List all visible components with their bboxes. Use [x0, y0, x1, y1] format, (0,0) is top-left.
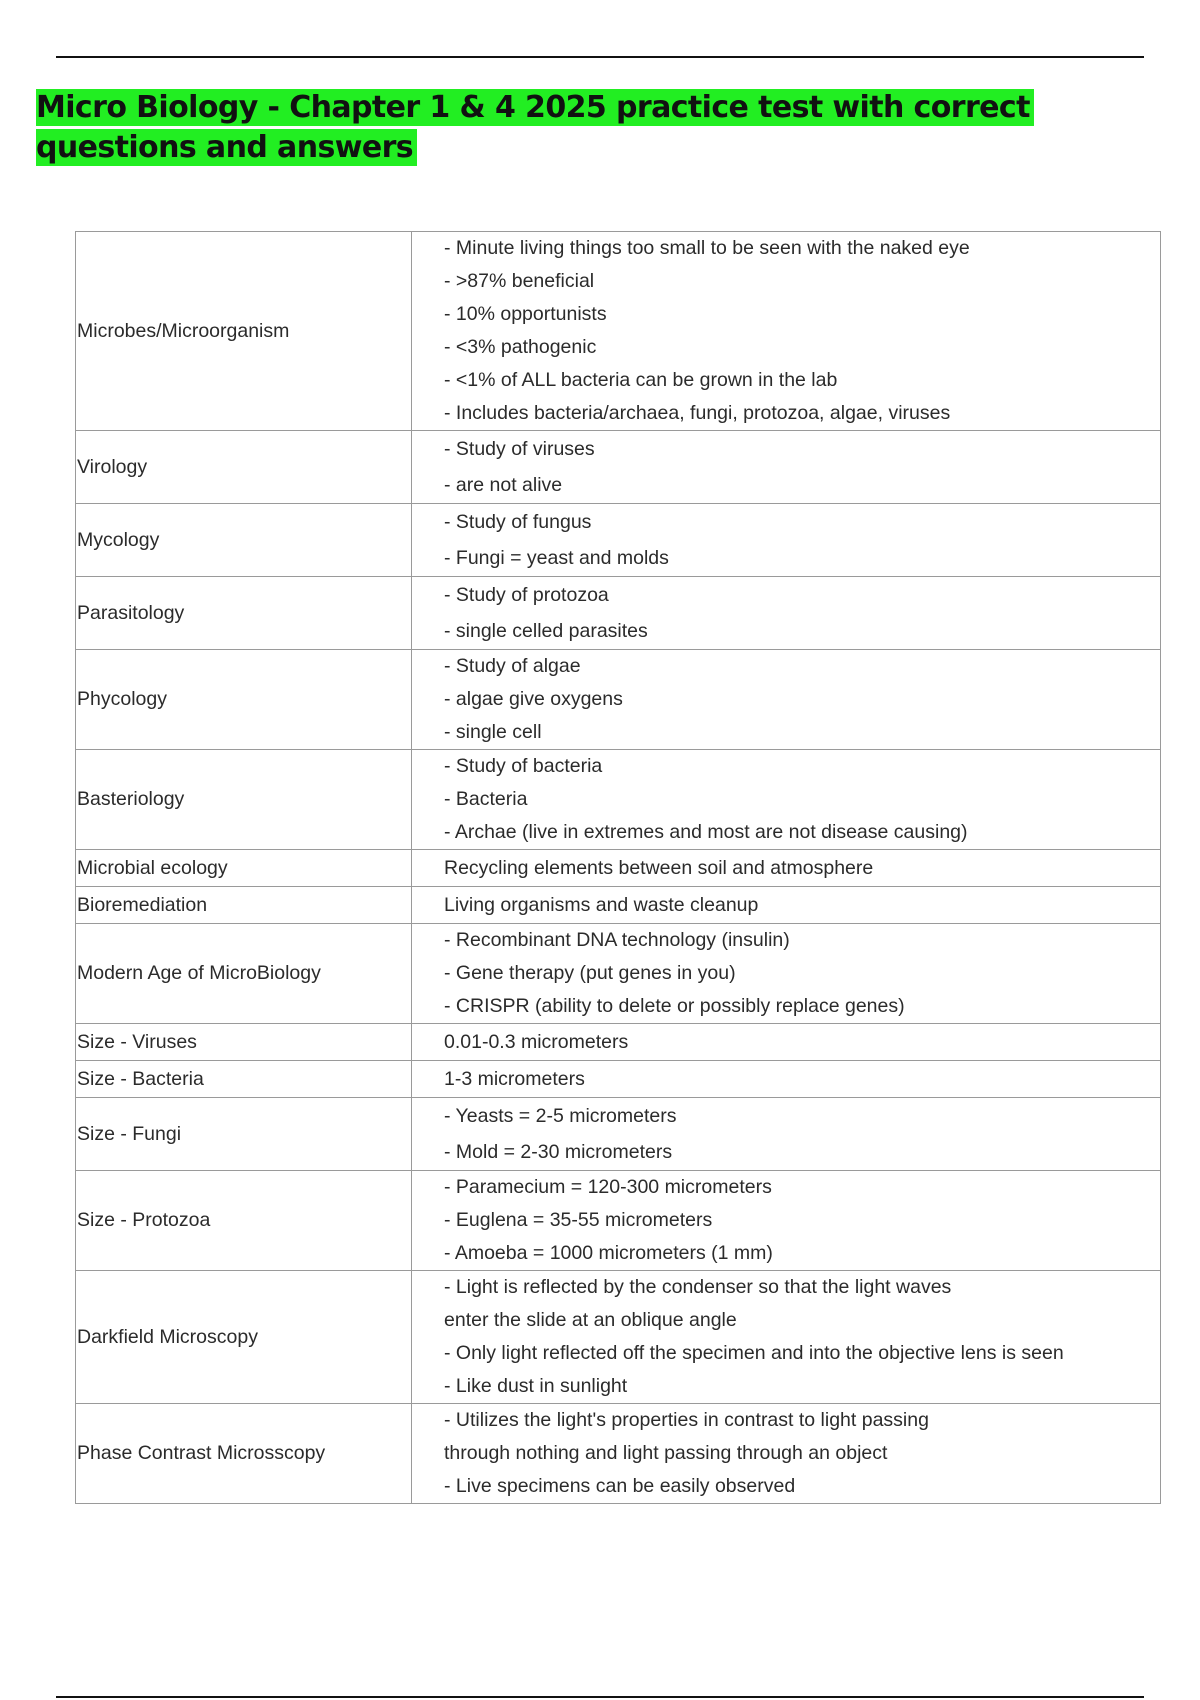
definition-line: - are not alive — [444, 474, 563, 496]
title-block — [36, 88, 1176, 168]
table-row — [76, 887, 1161, 924]
definition-line: - Yeasts = 2-5 micrometers — [444, 1105, 677, 1127]
term-cell — [76, 750, 412, 850]
term-text: Mycology — [77, 528, 160, 551]
table-row — [76, 750, 1161, 850]
definition-line: - Bacteria — [444, 788, 528, 810]
term-text: Size - Bacteria — [77, 1067, 204, 1090]
table-row — [76, 1404, 1161, 1504]
definition-line: - Light is reflected by the condenser so that the light waves — [444, 1276, 952, 1298]
definition-line: - Fungi = yeast and molds — [444, 547, 669, 569]
definition-cell — [412, 650, 1161, 750]
term-text: Microbes/Microorganism — [77, 319, 290, 342]
term-cell — [76, 1171, 412, 1271]
definition-line: - Live specimens can be easily observed — [444, 1475, 796, 1497]
term-cell — [76, 1024, 412, 1061]
document-title — [36, 88, 1176, 168]
table-row — [76, 850, 1161, 887]
definition-cell — [412, 750, 1161, 850]
term-text: Phycology — [77, 688, 167, 710]
term-text: Virology — [77, 455, 148, 478]
definition-line: - algae give oxygens — [444, 688, 623, 710]
definition-line: - Paramecium = 120-300 micrometers — [444, 1176, 772, 1198]
term-cell — [76, 504, 412, 577]
term-cell — [76, 232, 412, 431]
term-cell — [76, 850, 412, 887]
term-cell — [76, 1271, 412, 1404]
table-row — [76, 232, 1161, 431]
definition-line: - <1% of ALL bacteria can be grown in the lab — [444, 369, 838, 391]
term-text: Darkfield Microscopy — [77, 1325, 258, 1348]
definition-line: - Like dust in sunlight — [444, 1375, 628, 1397]
definition-line: Living organisms and waste cleanup — [444, 894, 759, 916]
definition-line: - Study of algae — [444, 655, 581, 677]
definition-line: - Study of bacteria — [444, 755, 603, 777]
definition-cell — [412, 1098, 1161, 1171]
term-cell — [76, 887, 412, 924]
table-row — [76, 1061, 1161, 1098]
definition-line: enter the slide at an oblique angle — [444, 1309, 737, 1331]
top-rule — [56, 56, 1144, 58]
definition-cell — [412, 887, 1161, 924]
term-cell — [76, 1098, 412, 1171]
definition-line: - single cell — [444, 721, 542, 743]
definition-line: - CRISPR (ability to delete or possibly replace genes) — [444, 995, 905, 1017]
term-text: Phase Contrast Microsscopy — [77, 1442, 326, 1464]
definition-cell — [412, 1061, 1161, 1098]
table-row — [76, 504, 1161, 577]
definition-line: - Study of fungus — [444, 511, 592, 533]
term-text: Bioremediation — [77, 893, 208, 916]
term-cell — [76, 1061, 412, 1098]
definition-line: - Minute living things too small to be seen with the naked eye — [444, 237, 970, 259]
flashcard-table-body — [76, 232, 1161, 1504]
term-text: Basteriology — [77, 788, 185, 810]
definition-cell — [412, 850, 1161, 887]
term-text: Size - Protozoa — [77, 1209, 211, 1231]
definition-line: - Study of protozoa — [444, 584, 609, 606]
term-cell — [76, 431, 412, 504]
term-text: Modern Age of MicroBiology — [77, 962, 321, 984]
table-row — [76, 577, 1161, 650]
table-row — [76, 1171, 1161, 1271]
definition-cell — [412, 1271, 1161, 1404]
term-text: Size - Fungi — [77, 1122, 182, 1145]
table-row — [76, 650, 1161, 750]
definition-line: 1-3 micrometers — [444, 1068, 585, 1090]
definition-line: - Mold = 2-30 micrometers — [444, 1141, 673, 1163]
definition-line: - single celled parasites — [444, 620, 648, 642]
term-text: Microbial ecology — [77, 856, 228, 879]
definition-line: - Utilizes the light's properties in contrast to light passing — [444, 1409, 929, 1431]
flashcard-table — [75, 231, 1161, 1504]
term-cell — [76, 650, 412, 750]
definition-line: - 10% opportunists — [444, 303, 607, 325]
definition-cell — [412, 1024, 1161, 1061]
title-highlight: Micro Biology - Chapter 1 & 4 2025 practice test with correct questions and answers — [36, 89, 1034, 166]
definition-line: - <3% pathogenic — [444, 336, 597, 358]
definition-line: - Recombinant DNA technology (insulin) — [444, 929, 790, 951]
definition-line: - Study of viruses — [444, 438, 595, 460]
definition-line: - Amoeba = 1000 micrometers (1 mm) — [444, 1242, 773, 1264]
definition-cell — [412, 1171, 1161, 1271]
table-row — [76, 1271, 1161, 1404]
definition-cell — [412, 232, 1161, 431]
definition-line: - Archae (live in extremes and most are not disease causing) — [444, 821, 968, 843]
bottom-rule — [56, 1696, 1144, 1698]
definition-line: - Includes bacteria/archaea, fungi, protozoa, algae, viruses — [444, 402, 951, 424]
definition-cell — [412, 1404, 1161, 1504]
definition-cell — [412, 924, 1161, 1024]
table-row — [76, 431, 1161, 504]
term-cell — [76, 1404, 412, 1504]
table-row — [76, 1098, 1161, 1171]
definition-line: - Only light reflected off the specimen and into the objective lens is seen — [444, 1342, 1064, 1364]
definition-cell — [412, 431, 1161, 504]
term-cell — [76, 577, 412, 650]
definition-line: 0.01-0.3 micrometers — [444, 1031, 629, 1053]
definition-cell — [412, 504, 1161, 577]
term-text: Size - Viruses — [77, 1030, 197, 1053]
definition-line: Recycling elements between soil and atmosphere — [444, 857, 874, 879]
term-cell — [76, 924, 412, 1024]
table-row — [76, 924, 1161, 1024]
table-row — [76, 1024, 1161, 1061]
term-text: Parasitology — [77, 601, 185, 624]
definition-line: - Gene therapy (put genes in you) — [444, 962, 736, 984]
definition-line: through nothing and light passing through an object — [444, 1442, 888, 1464]
definition-line: - Euglena = 35-55 micrometers — [444, 1209, 713, 1231]
definition-cell — [412, 577, 1161, 650]
definition-line: - >87% beneficial — [444, 270, 595, 292]
